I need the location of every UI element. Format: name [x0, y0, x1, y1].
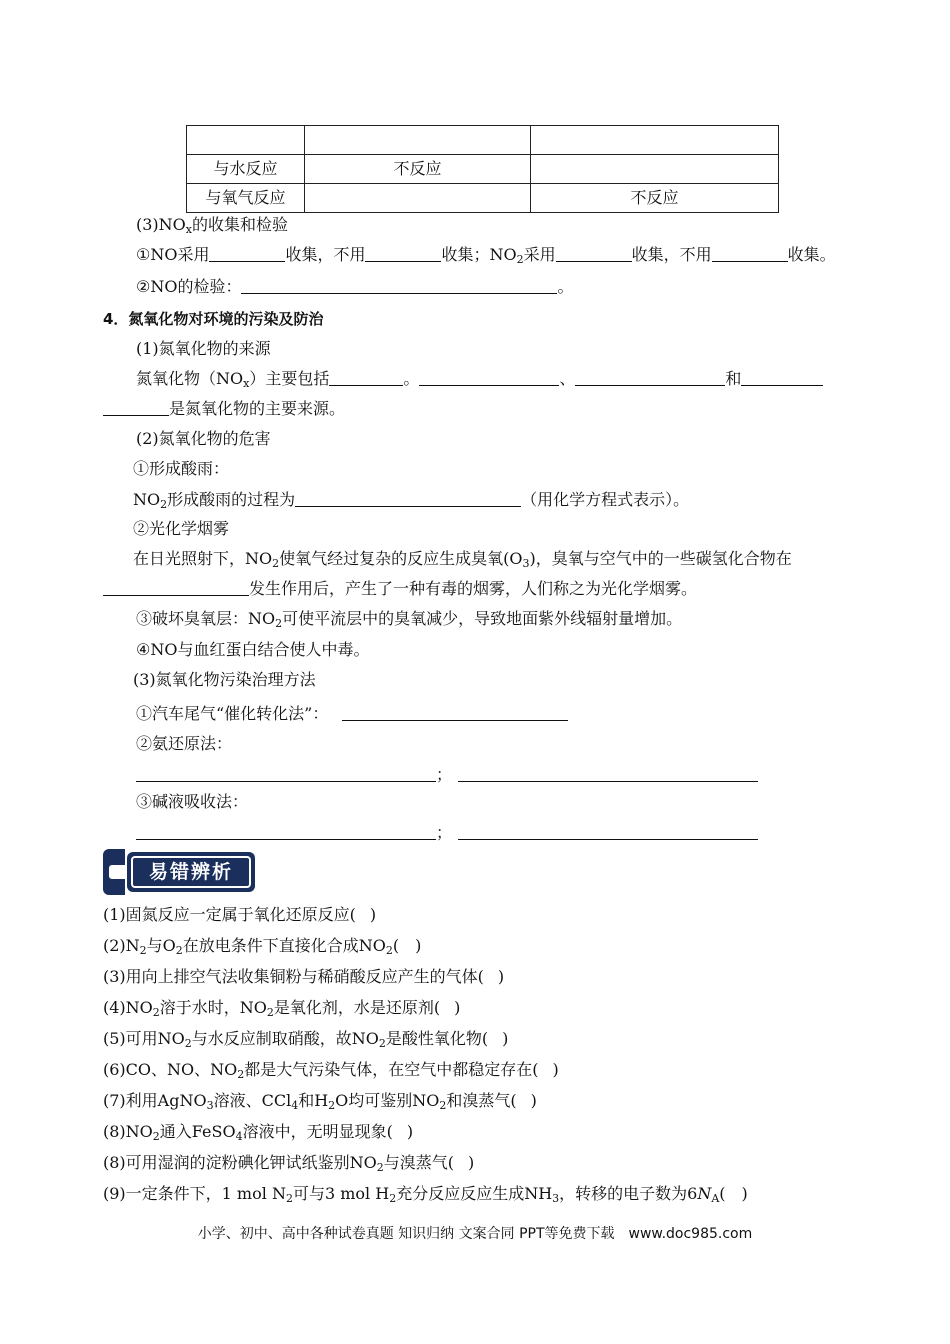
table-cell: 不反应 — [531, 184, 779, 213]
fill-line — [136, 764, 758, 786]
table-cell: 不反应 — [305, 155, 531, 184]
subscript: 2 — [385, 944, 393, 957]
text: 都是大气污染气体，在空气中都稳定存在( — [244, 1060, 539, 1079]
blank-input[interactable] — [103, 399, 169, 416]
text: 可使平流层中的臭氧减少，导致地面紫外线辐射量增加。 — [282, 609, 683, 628]
quiz-item — [103, 1090, 537, 1112]
text: N — [697, 1184, 712, 1203]
subscript: 3 — [522, 557, 530, 570]
blank-input[interactable] — [458, 765, 758, 782]
subscript: 2 — [266, 1006, 274, 1019]
section-heading: 4．氮氧化物对环境的污染及防治 — [103, 310, 324, 328]
subscript: 3 — [552, 1192, 560, 1205]
fill-line — [136, 276, 573, 298]
quiz-item — [103, 997, 460, 1019]
text: 在日光照射下，NO — [133, 549, 273, 568]
text: ) — [552, 1060, 559, 1079]
text: ③破坏臭氧层：NO — [136, 609, 276, 628]
text: ) — [454, 998, 461, 1017]
text: 使氧气经过复杂的反应生成臭氧(O — [279, 549, 523, 568]
subscript: 2 — [516, 253, 524, 266]
subsection-title: (3)氮氧化物污染治理方法 — [133, 670, 316, 689]
blank-input[interactable] — [295, 490, 521, 507]
blank-input[interactable] — [342, 704, 568, 721]
text: 和H — [298, 1091, 329, 1110]
blank-input[interactable] — [136, 823, 436, 840]
text: ）主要包括 — [249, 369, 330, 388]
subscript: 3 — [206, 1099, 214, 1112]
text: 通入FeSO — [159, 1122, 236, 1141]
text: 氮氧化物（NO — [136, 369, 244, 388]
text: 溶液、CCl — [213, 1091, 292, 1110]
footer-text: 小学、初中、高中各种试卷真题 知识归纳 文案合同 PPT等免费下载 www.doc985.com — [197, 1226, 753, 1242]
text: 的收集和检验 — [192, 215, 289, 234]
blank-input[interactable] — [419, 369, 559, 386]
text: 是氮氧化物的主要来源。 — [169, 399, 346, 418]
subscript: 2 — [275, 617, 283, 630]
item-title: ②光化学烟雾 — [133, 519, 230, 538]
fill-line — [136, 368, 823, 390]
text: 溶液中，无明显现象( — [242, 1122, 393, 1141]
fill-line — [133, 489, 689, 511]
blank-input[interactable] — [741, 369, 823, 386]
text: 与O — [146, 936, 176, 955]
text: ①汽车尾气“催化转化法”： — [136, 704, 329, 723]
quiz-item — [103, 1028, 508, 1050]
table-row — [187, 126, 779, 155]
subscript: 2 — [175, 944, 183, 957]
blank-input[interactable] — [329, 369, 403, 386]
text: 在放电条件下直接化合成NO — [182, 936, 386, 955]
quiz-item — [103, 1059, 559, 1081]
text: ( ) — [719, 1184, 748, 1203]
table-cell: 与氧气反应 — [187, 184, 305, 213]
table-row — [187, 184, 779, 213]
text: ①NO采用 — [136, 245, 210, 264]
table-cell — [531, 126, 779, 155]
text: 收集；NO — [441, 245, 517, 264]
text: (8)NO — [103, 1122, 153, 1141]
text: 和 — [725, 369, 742, 388]
text: 是氧化剂，水是还原剂( — [273, 998, 441, 1017]
subscript: 2 — [272, 557, 280, 570]
properties-table — [186, 125, 779, 213]
text: 收集，不用 — [285, 245, 366, 264]
text: （用化学方程式表示）。 — [521, 490, 690, 509]
table-cell — [187, 126, 305, 155]
subscript: 4 — [235, 1130, 243, 1143]
text: (6)CO、NO、NO — [103, 1060, 238, 1079]
blank-input[interactable] — [136, 765, 436, 782]
fill-line — [103, 578, 697, 600]
fill-line — [136, 822, 758, 844]
subscript: 2 — [152, 1006, 160, 1019]
text: ) — [406, 1122, 414, 1141]
text: 收集，不用 — [631, 245, 712, 264]
quiz-item — [103, 1121, 413, 1143]
subscript: 2 — [378, 1037, 386, 1050]
badge-box — [127, 852, 255, 892]
subscript: 2 — [184, 1037, 192, 1050]
fill-line — [136, 244, 836, 266]
text: ) — [530, 1091, 537, 1110]
text: 形成酸雨的过程为 — [167, 490, 296, 509]
text: 充分反应反应生成NH — [396, 1184, 553, 1203]
subscript: 4 — [291, 1099, 299, 1112]
subscript: 2 — [152, 1130, 160, 1143]
section-title — [136, 214, 288, 236]
blank-input[interactable] — [575, 369, 725, 386]
text: 与溴蒸气( — [383, 1153, 455, 1172]
text: 可与3 mol H — [292, 1184, 390, 1203]
quiz-item — [103, 1183, 748, 1205]
blank-input[interactable] — [209, 245, 285, 262]
text: ，转移的电子数为6 — [559, 1184, 698, 1203]
text: ) — [497, 967, 505, 986]
subscript: 2 — [139, 944, 147, 957]
blank-input[interactable] — [458, 823, 758, 840]
text: ( ) — [392, 936, 422, 955]
blank-input[interactable] — [365, 245, 441, 262]
subscript: A — [711, 1192, 720, 1205]
text: 溶于水时，NO — [159, 998, 267, 1017]
table-row — [187, 155, 779, 184]
text: (3)NO — [136, 215, 186, 234]
text: 。 — [557, 277, 574, 296]
blank-input[interactable] — [556, 245, 632, 262]
text: ) — [468, 1153, 475, 1172]
quiz-item — [103, 1152, 474, 1174]
quiz-item — [103, 966, 504, 988]
text: NO — [133, 490, 161, 509]
blank-input[interactable] — [103, 579, 249, 596]
subscript: 2 — [285, 1192, 293, 1205]
quiz-item — [103, 935, 421, 957]
text: (9)一定条件下，1 mol N — [103, 1184, 286, 1203]
subscript: 2 — [439, 1099, 447, 1112]
section-badge — [103, 849, 255, 895]
text: 发生作用后，产生了一种有毒的烟雾，人们称之为光化学烟雾。 — [249, 579, 698, 598]
text: 、 — [559, 369, 576, 388]
text: (8)可用湿润的淀粉碘化钾试纸鉴别NO — [103, 1153, 377, 1172]
text: 。 — [403, 369, 420, 388]
table-cell: 与水反应 — [187, 155, 305, 184]
subscript: 2 — [328, 1099, 336, 1112]
text: (2)N — [103, 936, 140, 955]
text: 收集。 — [787, 245, 836, 264]
text: ； — [436, 765, 453, 784]
text: ) — [502, 1029, 509, 1048]
paragraph — [136, 608, 682, 630]
table-cell — [305, 126, 531, 155]
text: 采用 — [523, 245, 556, 264]
subscript: 2 — [160, 498, 168, 511]
text: (5)可用NO — [103, 1029, 185, 1048]
quiz-item — [103, 904, 376, 926]
text: 与水反应制取硝酸，故NO — [191, 1029, 379, 1048]
text: (1)固氮反应一定属于氧化还原反应( — [103, 905, 356, 924]
badge-label: 易错辨析 — [131, 856, 251, 888]
item-title: ③碱液吸收法： — [136, 792, 249, 811]
subsection-title: (1)氮氧化物的来源 — [136, 339, 271, 358]
table-cell — [531, 155, 779, 184]
text: ) — [369, 905, 377, 924]
text: ②NO的检验： — [136, 277, 242, 296]
paragraph — [133, 548, 792, 570]
subscript: x — [243, 377, 250, 390]
subscript: 2 — [237, 1068, 245, 1081]
subsection-title: (2)氮氧化物的危害 — [136, 429, 271, 448]
subscript: 2 — [376, 1161, 384, 1174]
blank-input[interactable] — [712, 245, 788, 262]
fill-line — [103, 398, 345, 420]
text: )，臭氧与空气中的一些碳氢化合物在 — [529, 549, 792, 568]
paragraph: ④NO与血红蛋白结合使人中毒。 — [136, 640, 370, 659]
text: (3)用向上排空气法收集铜粉与稀硝酸反应产生的气体( — [103, 967, 484, 986]
text: 是酸性氧化物( — [385, 1029, 489, 1048]
subscript: x — [185, 223, 192, 236]
text: (4)NO — [103, 998, 153, 1017]
text: (7)利用AgNO — [103, 1091, 207, 1110]
item-title: ②氨还原法： — [136, 734, 233, 753]
subscript: 2 — [389, 1192, 397, 1205]
item-title: ①形成酸雨： — [133, 459, 230, 478]
text: ； — [436, 823, 453, 842]
text: O均可鉴别NO — [335, 1091, 440, 1110]
table-cell — [305, 184, 531, 213]
fill-line — [136, 703, 568, 725]
text: 和溴蒸气( — [446, 1091, 517, 1110]
blank-input[interactable] — [241, 277, 557, 294]
